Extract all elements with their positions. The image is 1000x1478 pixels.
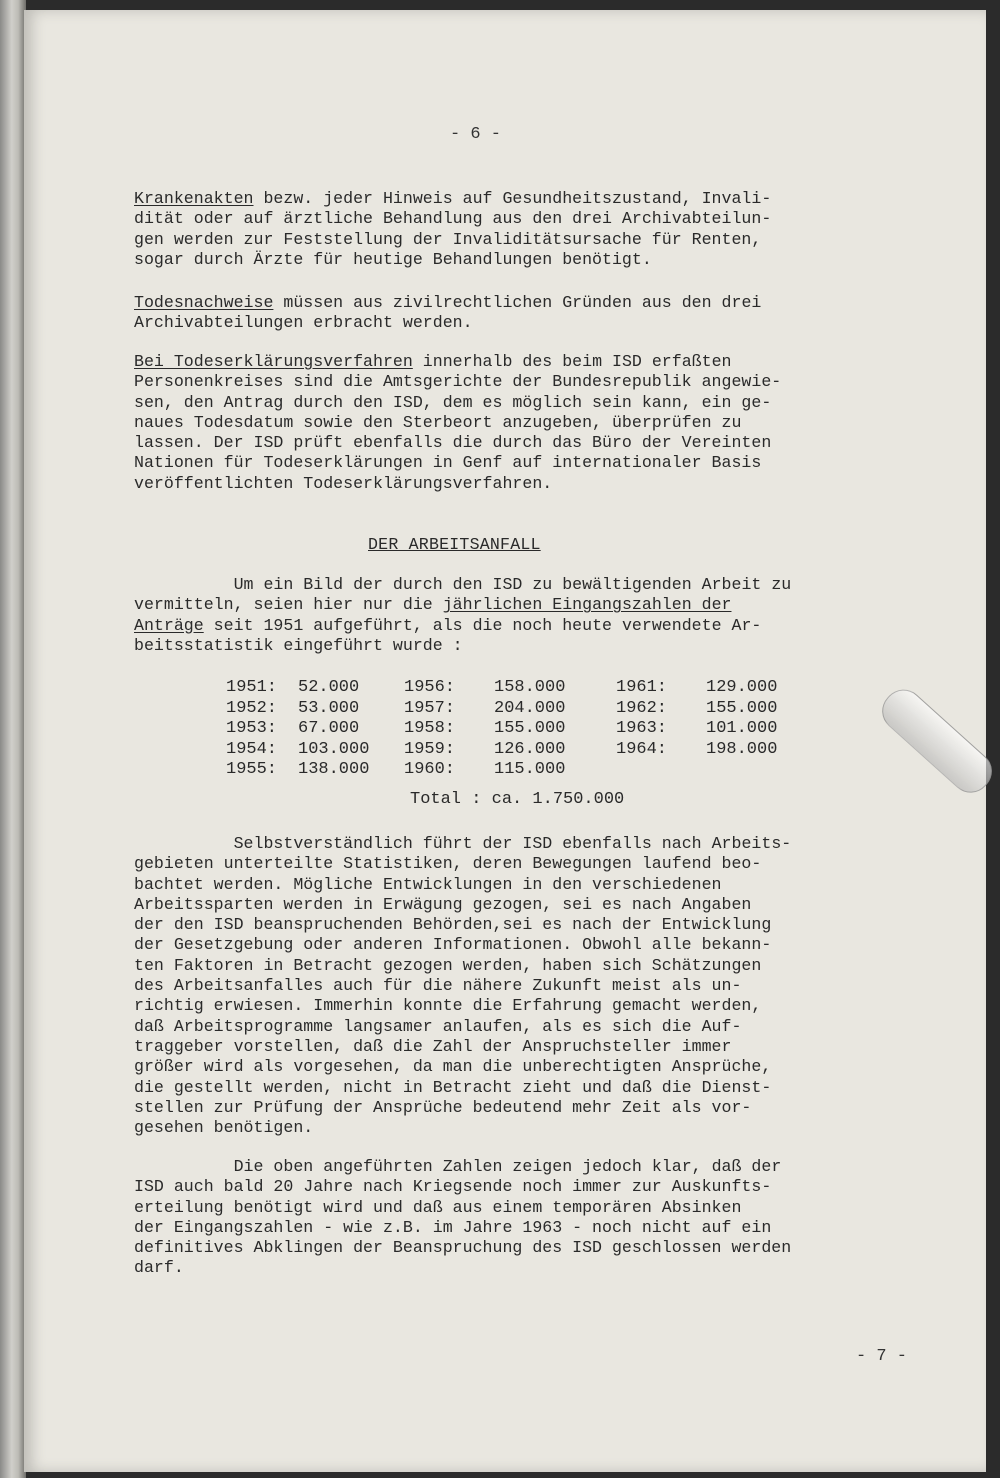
year-cell: 1958: [404,719,456,738]
paragraph-todeserklaerung [134,352,864,494]
year-cell: 1951: [226,678,278,697]
next-page-number: - 7 - [856,1347,908,1366]
count-cell: 101.000 [706,719,778,738]
paragraph-todesnachweise [134,293,864,334]
count-cell: 103.000 [298,739,370,759]
page-number: - 6 - [450,125,502,144]
statistics-table [226,678,786,781]
paragraph-krankenakten [134,189,864,270]
count-cell: 158.000 [494,678,566,697]
term-todeserklaerungsverfahren: Bei Todeserklärungsverfahren [134,352,413,371]
paragraph-text: seit 1951 aufgeführt, als die noch heute verwendete Ar- beitsstatistik eingeführt wurde : [134,615,762,655]
table-row [226,740,786,761]
term-todesnachweise: Todesnachweise [134,293,274,312]
year-cell: 1964: [616,739,668,759]
table-row [226,699,786,720]
count-cell: 67.000 [298,719,360,738]
paragraph-text: bezw. jeder Hinweis auf Gesundheitszustand, Invali- dität oder auf ärztliche Behandlung aus den drei Archivabteilun- gen werden zur Feststellung der Invaliditätsursache für Renten, sogar durch Ärzte für heutige Behandlungen benötigt. [134,189,772,269]
underlined-phrase: Anträge [134,615,204,635]
count-cell: 52.000 [298,678,360,697]
count-cell: 204.000 [494,698,566,718]
year-cell: 1956: [404,678,456,697]
count-cell: 198.000 [706,739,778,759]
year-cell: 1962: [616,698,668,718]
count-cell: 138.000 [298,760,370,779]
year-cell: 1955: [226,760,278,779]
table-row [226,719,786,740]
count-cell: 115.000 [494,760,566,779]
count-cell: 129.000 [706,678,778,697]
statistics-total: Total : ca. 1.750.000 [410,790,625,809]
year-cell: 1954: [226,739,278,759]
paragraph-intro-stats [134,575,864,656]
paragraph-text: müssen aus zivilrechtlichen Gründen aus den drei Archivabteilungen erbracht werden. [134,293,762,333]
paragraph-conclusion: Die oben angeführten Zahlen zeigen jedoch klar, daß der ISD auch bald 20 Jahre nach Kriegsende noch immer zur Auskunfts- erteilung benötigt wird und daß aus einem temporären Absinken der Eingangszahlen - wie z.B. im Jahre 1963 - noch nicht auf ein definitives Abklingen der Beanspruchung des ISD geschlossen werden darf. [134,1157,792,1278]
year-cell: 1953: [226,719,278,738]
year-cell: 1961: [616,678,668,697]
count-cell: 155.000 [494,719,566,738]
year-cell: 1960: [404,760,456,779]
table-row [226,760,786,781]
year-cell: 1952: [226,698,278,718]
year-cell: 1963: [616,719,668,738]
binding-edge [0,0,26,1478]
table-row [226,678,786,699]
underlined-phrase: jährlichen Eingangszahlen der [442,595,732,615]
paragraph-text: Um ein Bild der durch den ISD zu bewältigenden Arbeit zu vermitteln, seien hier nur die [134,575,792,615]
count-cell: 126.000 [494,739,566,759]
year-cell: 1957: [404,698,456,718]
section-heading: DER ARBEITSANFALL [368,535,541,554]
term-krankenakten: Krankenakten [134,189,254,208]
count-cell: 155.000 [706,698,778,718]
paragraph-text: innerhalb des beim ISD erfaßten Personenkreises sind die Amtsgerichte der Bundesrepublik angewie- sen, den Antrag durch den ISD, dem es möglich sein kann, ein ge- naues Todesdatum sowie den Sterbeort anzugeben, überprüfen zu lassen. Der ISD prüft ebenfalls die durch das Büro der Vereinten Nationen für Todeserklärungen in Genf auf internationaler Basis veröffentlichten Todeserklärungsverfahren. [134,352,782,493]
year-cell: 1959: [404,739,456,759]
paragraph-statistiken: Selbstverständlich führt der ISD ebenfalls nach Arbeits- gebieten unterteilte Statistiken, deren Bewegungen laufend beo- bachtet werden. Mögliche Entwicklungen in den verschiedenen Arbeitssparten werden in Erwägung gezogen, sei es nach Angaben der den ISD beanspruchenden Behörden,sei es nach der Entwicklung der Gesetzgebung oder anderen Informationen. Obwohl alle bekann- ten Faktoren in Betracht gezogen werden, haben sich Schätzungen des Arbeitsanfalles auch für die nähere Zukunft meist als un- richtig erwiesen. Immerhin konnte die Erfahrung gemacht werden, daß Arbeitsprogramme langsamer anlaufen, als es sich die Auf- traggeber vorstellen, daß die Zahl der Anspruchsteller immer größer wird als vorgesehen, da man die unberechtigten Ansprüche, die gestellt werden, nicht in Betracht zieht und daß die Dienst- stellen zur Prüfung der Ansprüche bedeutend mehr Zeit als vor- gesehen benötigen. [134,834,792,1138]
count-cell: 53.000 [298,698,360,718]
